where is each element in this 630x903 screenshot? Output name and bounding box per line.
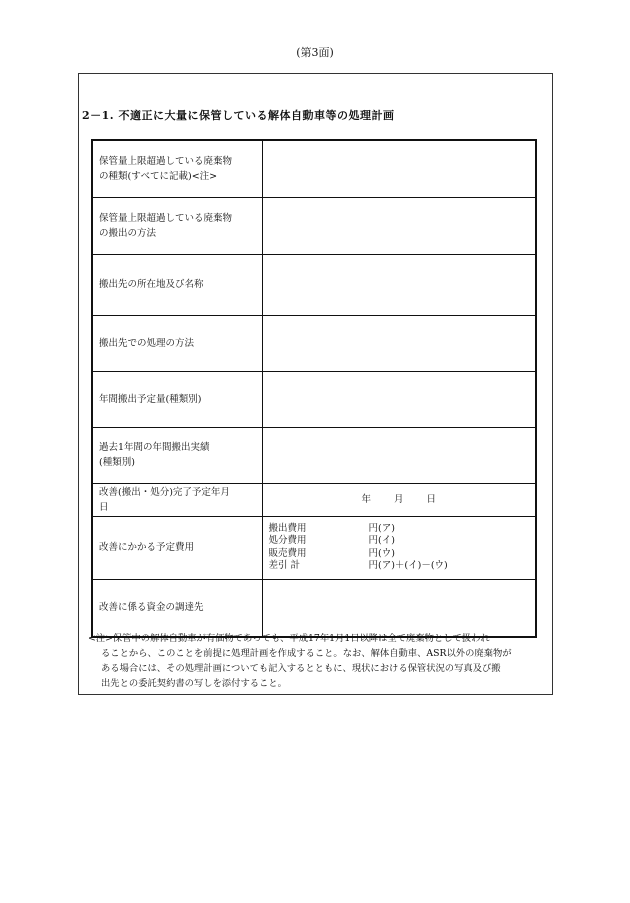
footnote: <注>保管中の解体自動車が有価物であっても、平成17年1月1日以降は全て廃棄物として扱われ ることから、このことを前提に処理計画を作成すること。なお、解体自動車、ASR以外の廃棄物が ある場合には、その処理計画についても記入するとともに、現状における保管状況の写真及び搬 出先との委託契約書の写しを添付すること。: [88, 633, 512, 689]
row-label: 改善に係る資金の調達先: [92, 579, 262, 637]
row-label: 保管量上限超過している廃棄物 の種類(すべてに記載)<注>: [92, 140, 262, 197]
row-label: 改善(搬出・処分)完了予定年月 日: [92, 483, 262, 516]
table-row: [92, 579, 536, 637]
table-row: [92, 197, 536, 254]
cost-line: 販売費用 円(ウ): [268, 547, 395, 559]
past-year-results-field[interactable]: [262, 427, 536, 483]
planned-costs-field[interactable]: [262, 516, 536, 579]
table-row: [92, 483, 536, 516]
annual-planned-amount-field[interactable]: [262, 371, 536, 427]
page-number: (第3面): [296, 46, 334, 59]
year-label: 年: [361, 494, 371, 505]
disposal-plan-table: [91, 139, 537, 638]
row-label: 改善にかかる予定費用: [92, 516, 262, 579]
completion-date-field[interactable]: [262, 483, 536, 516]
day-label: 日: [426, 494, 437, 505]
table-row: [92, 254, 536, 315]
waste-types-field[interactable]: [262, 140, 536, 197]
table-row: [92, 140, 536, 197]
cost-line: 処分費用 円(イ): [268, 535, 395, 546]
table-row: [92, 371, 536, 427]
table-row: [92, 516, 536, 579]
row-label: 過去1年間の年間搬出実績 (種類別): [92, 427, 262, 483]
row-label: 搬出先の所在地及び名称: [92, 254, 262, 315]
row-label: 年間搬出予定量(種類別): [92, 371, 262, 427]
cost-line: 差引 計 円(ア)＋(イ)－(ウ): [268, 560, 448, 571]
row-label: 保管量上限超過している廃棄物 の搬出の方法: [92, 197, 262, 254]
row-label: 搬出先での処理の方法: [92, 315, 262, 371]
table-row: [92, 315, 536, 371]
destination-field[interactable]: [262, 254, 536, 315]
cost-line: 搬出費用 円(ア): [268, 522, 395, 534]
section-title: 2－1. 不適正に大量に保管している解体自動車等の処理計画: [82, 109, 395, 122]
month-label: 月: [393, 494, 404, 505]
destination-processing-field[interactable]: [262, 315, 536, 371]
funding-source-field[interactable]: [262, 579, 536, 637]
removal-method-field[interactable]: [262, 197, 536, 254]
table-row: [92, 427, 536, 483]
